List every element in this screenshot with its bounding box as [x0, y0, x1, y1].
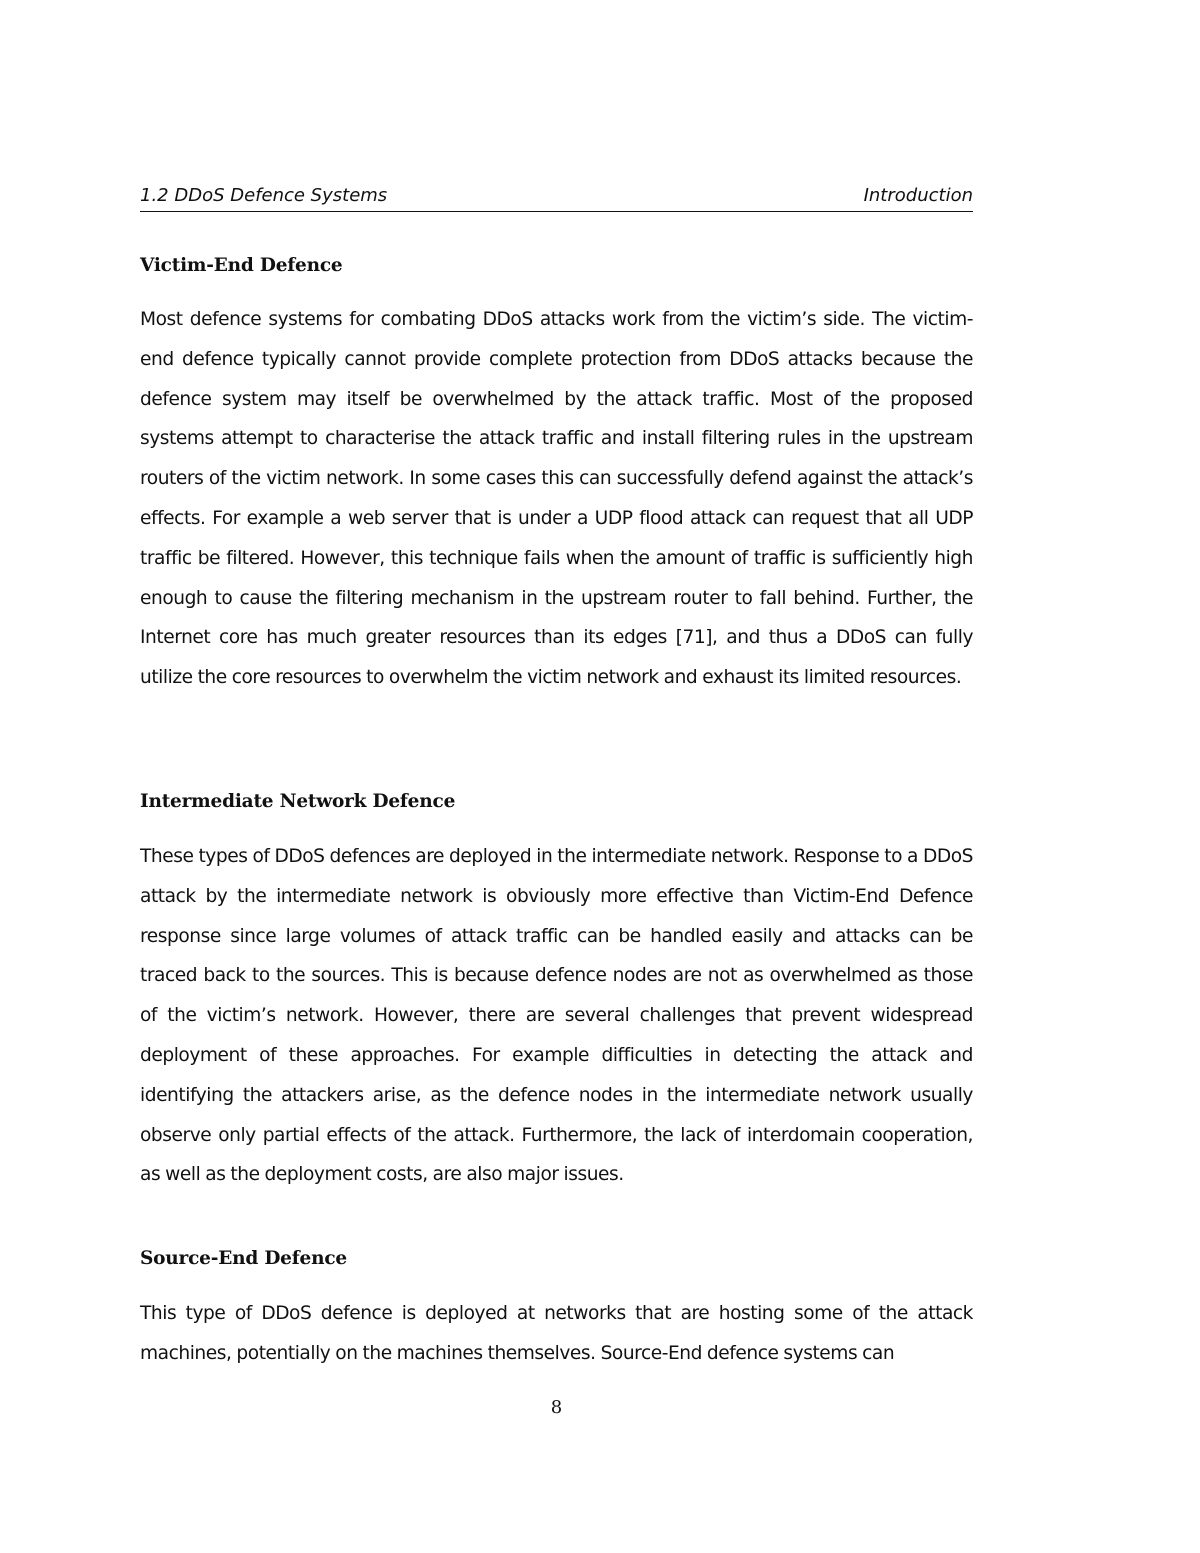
running-header: [140, 185, 973, 212]
paragraph-intermediate-network: These types of DDoS defences are deployed in the intermediate network. Response to a DDoS attack by the intermediate network is obviously more effective than Victim-End Defence response since large volumes of attack traffic can be handled easily and attacks can be traced back to the sources. This is because defence nodes are not as overwhelmed as those of the victim’s network. However, there are several challenges that prevent widespread deployment of these approaches. For example difficulties in detecting the attack and identifying the attackers arise, as the defence nodes in the intermediate network usually observe only partial effects of the attack. Furthermore, the lack of interdomain cooperation, as well as the deployment costs, are also major issues.: [140, 846, 973, 1186]
section-heading-intermediate-network: Intermediate Network Defence: [140, 791, 456, 812]
document-page: [140, 0, 973, 1553]
section-heading-source-end: Source-End Defence: [140, 1248, 347, 1269]
page-number: 8: [550, 1397, 563, 1418]
paragraph-victim-end: Most defence systems for combating DDoS attacks work from the victim’s side. The victim-end defence typically cannot provide complete protection from DDoS attacks because the defence system may itself be overwhelmed by the attack traffic. Most of the proposed systems attempt to characterise the attack traffic and install filtering rules in the upstream routers of the victim network. In some cases this can successfully defend against the attack’s effects. For example a web server that is under a UDP flood attack can request that all UDP traffic be filtered. However, this technique fails when the amount of traffic is sufficiently high enough to cause the filtering mechanism in the upstream router to fall behind. Further, the Internet core has much greater resources than its edges [71], and thus a DDoS can fully utilize the core resources to overwhelm the victim network and exhaust its limited resources.: [140, 309, 973, 689]
section-title: 1.2 DDoS Defence Systems: [140, 185, 388, 206]
section-heading-victim-end: Victim-End Defence: [140, 255, 343, 276]
chapter-title: Introduction: [863, 185, 973, 206]
paragraph-source-end: This type of DDoS defence is deployed at networks that are hosting some of the attack machines, potentially on the machines themselves. Source-End defence systems can: [140, 1303, 973, 1364]
